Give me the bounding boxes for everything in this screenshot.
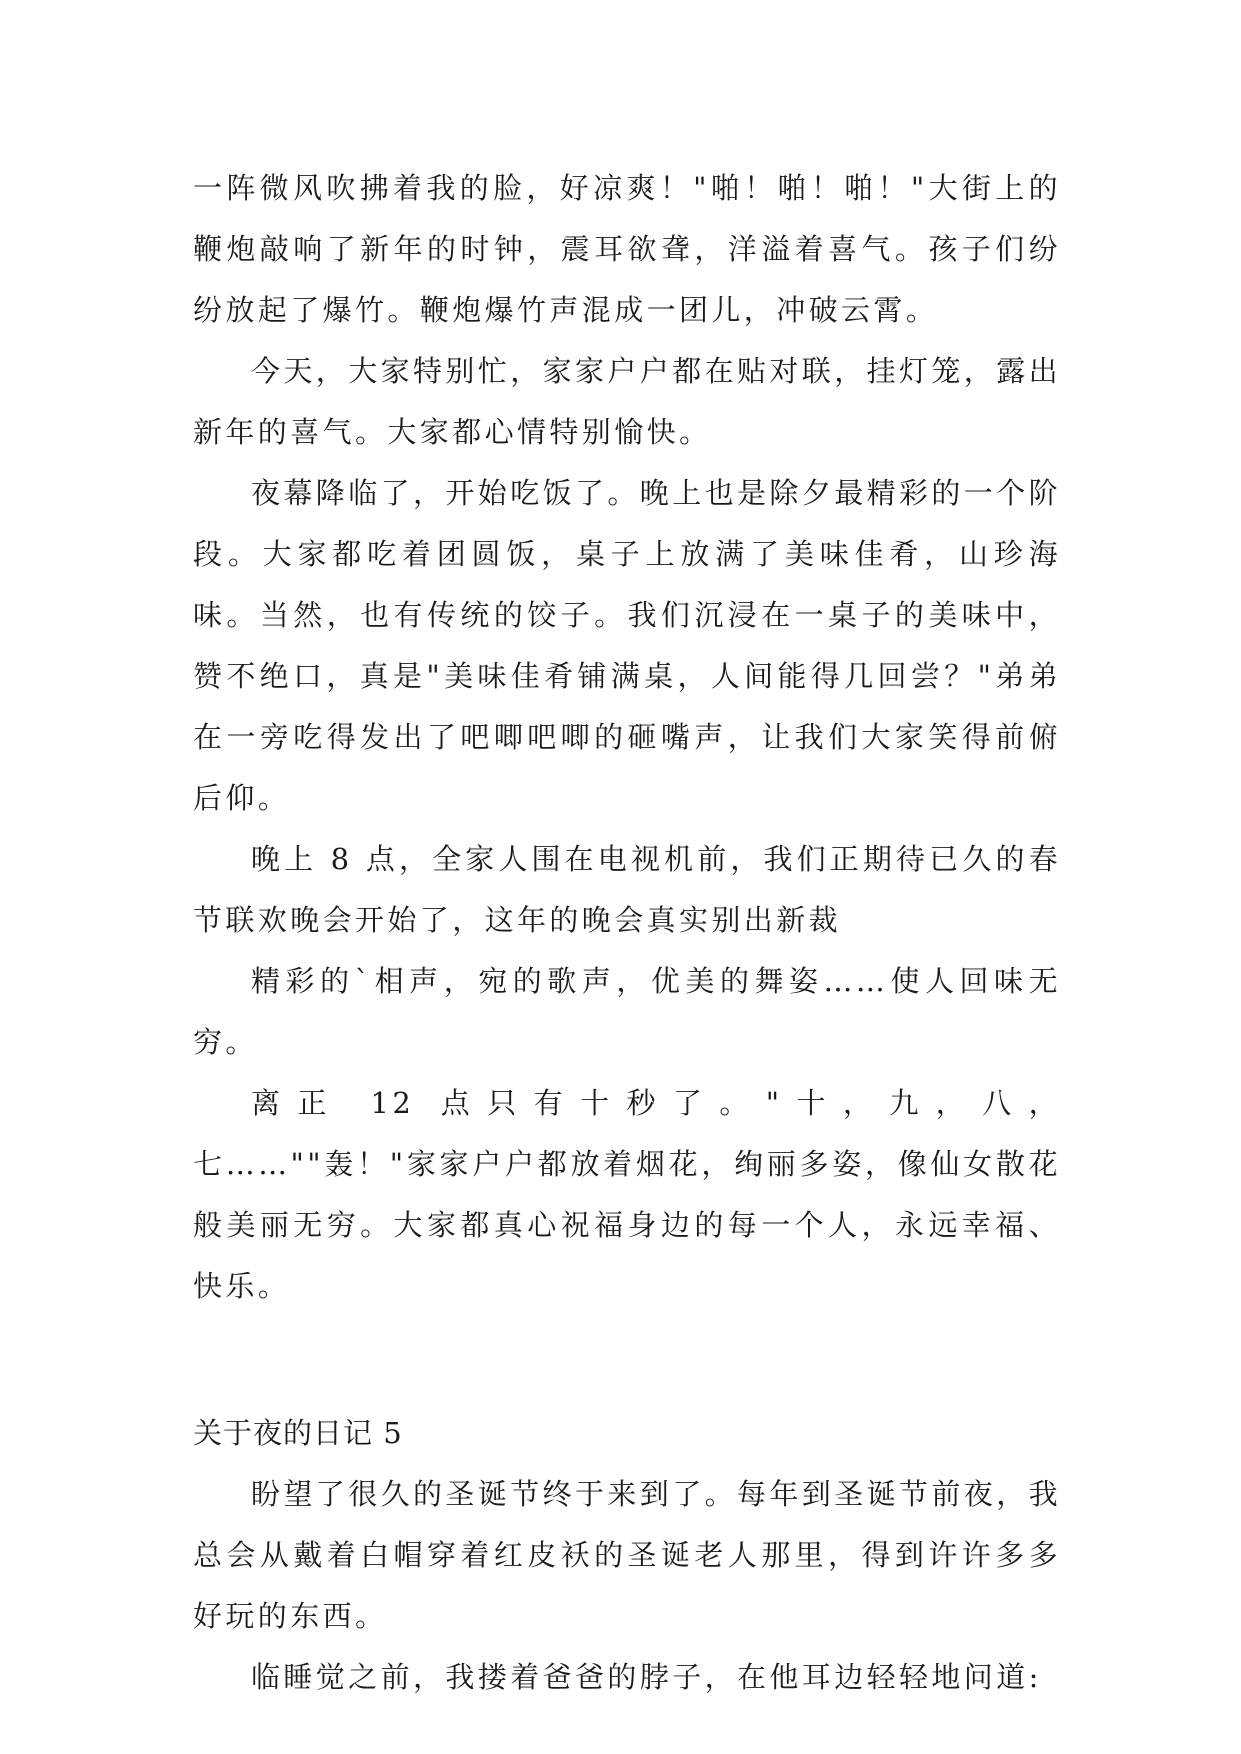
paragraph-countdown: 离正 12 点只有十秒了。"十，九，八，七……""轰！"家家户户都放着烟花，绚丽多姿，像仙女散花般美丽无穷。大家都真心祝福身边的每一个人，永远幸福、快乐。 (193, 1086, 1061, 1303)
document-body (193, 158, 1061, 1708)
paragraph-spring-gala: 晚上 8 点，全家人围在电视机前，我们正期待已久的春节联欢晚会开始了，这年的晚会真实别出新裁 (193, 842, 1061, 937)
section-heading: 关于夜的日记 5 (193, 1416, 403, 1450)
paragraph-reunion-dinner: 夜幕降临了，开始吃饭了。晚上也是除夕最精彩的一个阶段。大家都吃着团圆饭，桌子上放满了美味佳肴，山珍海味。当然，也有传统的饺子。我们沉浸在一桌子的美味中，赞不绝口，真是"美味佳肴铺满桌，人间能得几回尝？"弟弟在一旁吃得发出了吧唧吧唧的砸嘴声，让我们大家笑得前俯后仰。 (193, 476, 1062, 815)
paragraph-christmas-eve: 盼望了很久的圣诞节终于来到了。每年到圣诞节前夜，我总会从戴着白帽穿着红皮袄的圣诞老人那里，得到许许多多好玩的东西。 (193, 1477, 1062, 1633)
paragraph-gala-performances: 精彩的`相声，宛的歌声，优美的舞姿……使人回味无穷。 (193, 964, 1061, 1059)
paragraph-firecrackers: 一阵微风吹拂着我的脸，好凉爽！"啪！啪！啪！"大街上的鞭炮敲响了新年的时钟，震耳欲聋，洋溢着喜气。孩子们纷纷放起了爆竹。鞭炮爆竹声混成一团儿，冲破云霄。 (193, 171, 1061, 327)
paragraph-bedtime-question: 临睡觉之前，我搂着爸爸的脖子，在他耳边轻轻地问道: (251, 1660, 1042, 1694)
paragraph-couplets: 今天，大家特别忙，家家户户都在贴对联，挂灯笼，露出新年的喜气。大家都心情特别愉快。 (193, 354, 1062, 449)
